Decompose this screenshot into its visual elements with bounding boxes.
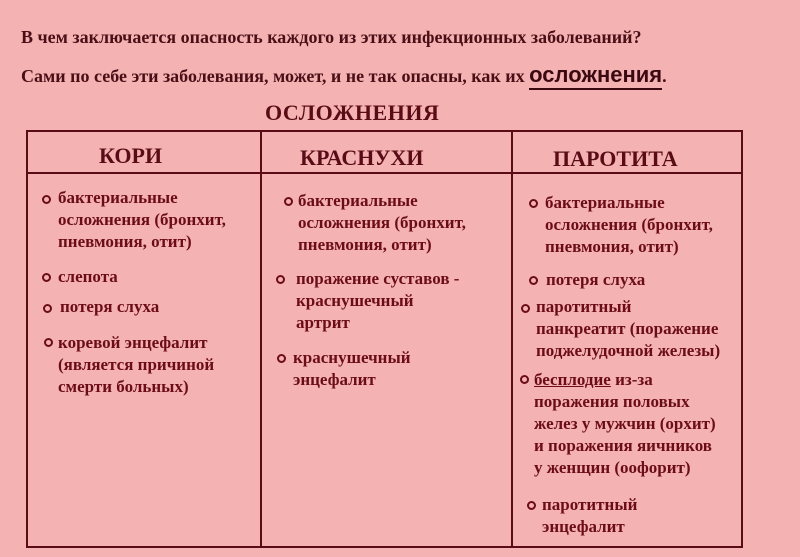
table-bottom-border (26, 546, 743, 548)
list-item: коревой энцефалит (является причиной смерти больных) (58, 333, 215, 396)
list-item-text: из-за поражения половых желез у мужчин (орхит) и поражения яичников у женщин (оофорит) (534, 370, 716, 477)
table-header-divider (26, 172, 743, 174)
list-item: бактериальные осложнения (бронхит, пневмония, отит) (545, 193, 713, 256)
list-item: бактериальные осложнения (бронхит, пневмония, отит) (58, 188, 226, 251)
list-item: потеря слуха (60, 297, 160, 316)
underlined-word: бесплодие (534, 370, 611, 389)
column-divider-2 (511, 130, 513, 548)
column-divider-1 (260, 130, 262, 548)
bullet-icon (43, 304, 52, 313)
bullet-icon (529, 276, 538, 285)
table-top-border (26, 130, 743, 132)
bullet-icon (44, 338, 53, 347)
list-item: поражение суставов - краснушечный артрит (296, 269, 460, 332)
question-line-2 (21, 62, 667, 88)
list-item: бактериальные осложнения (бронхит, пневмония, отит) (298, 191, 466, 254)
bullet-icon (42, 195, 51, 204)
bullet-icon (529, 199, 538, 208)
question-line-1: В чем заключается опасность каждого из этих инфекционных заболеваний? (21, 27, 642, 47)
bullet-icon (521, 304, 530, 313)
column-header-rubella: КРАСНУХИ (300, 145, 424, 170)
emphasis-word: осложнения (529, 62, 662, 90)
bullet-icon (284, 197, 293, 206)
question-line-2-end: . (662, 66, 667, 86)
complications-heading: ОСЛОЖНЕНИЯ (265, 100, 440, 125)
list-item (534, 369, 716, 479)
list-item: слепота (58, 267, 118, 286)
list-item: потеря слуха (546, 270, 646, 289)
table-left-border (26, 130, 28, 548)
bullet-icon (277, 354, 286, 363)
bullet-icon (42, 273, 51, 282)
list-item: паротитный энцефалит (542, 495, 638, 536)
bullet-icon (520, 375, 529, 384)
list-item: паротитный панкреатит (поражение поджелудочной железы) (536, 297, 721, 360)
list-item: краснушечный энцефалит (293, 348, 411, 389)
column-header-measles: КОРИ (99, 143, 163, 168)
bullet-icon (276, 275, 285, 284)
question-line-2-text: Сами по себе эти заболевания, может, и не так опасны, как их (21, 66, 530, 86)
column-header-mumps: ПАРОТИТА (553, 146, 678, 171)
table-right-border (741, 130, 743, 548)
bullet-icon (527, 501, 536, 510)
